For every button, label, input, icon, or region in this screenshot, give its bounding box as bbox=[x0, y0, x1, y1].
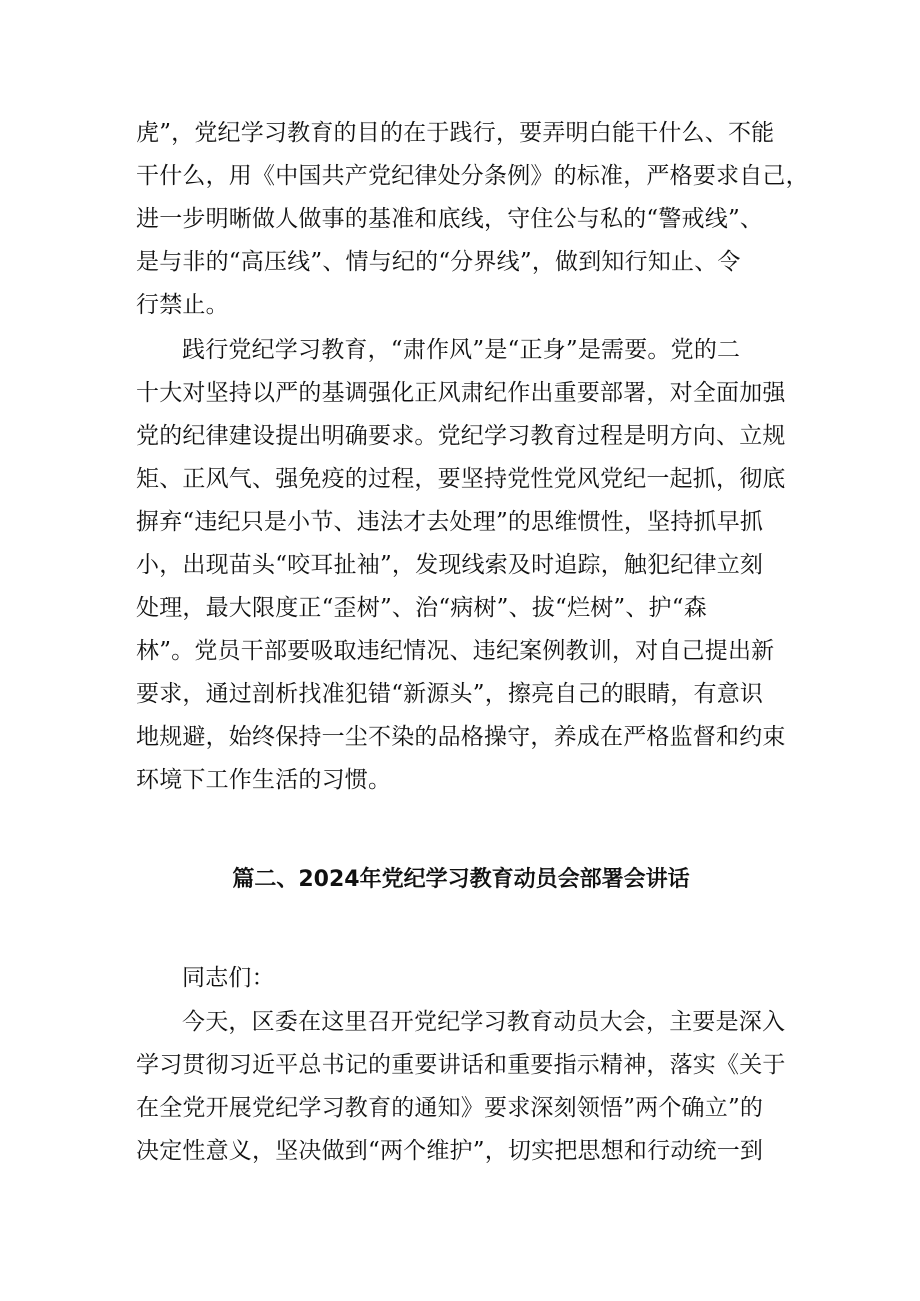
text-line: 干什么，用《中国共产党纪律处分条例》的标准，严格要求自己， bbox=[136, 163, 809, 189]
text-line: 今天，区委在这里召开党纪学习教育动员大会，主要是深入 bbox=[182, 1009, 786, 1035]
paragraph-1 bbox=[136, 112, 809, 327]
text-line: 学习贯彻习近平总书记的重要讲话和重要指示精神，落实《关于 bbox=[136, 1052, 786, 1078]
text-line: 处理，最大限度正“歪树”、治“病树”、拔“烂树”、护“森 bbox=[136, 595, 707, 621]
text-line: 进一步明晰做人做事的基准和底线，守住公与私的“警戒线”、 bbox=[136, 206, 764, 232]
text-line: 决定性意义，坚决做到“两个维护”，切实把思想和行动统一到 bbox=[136, 1138, 764, 1164]
paragraph-2 bbox=[136, 329, 786, 802]
text-line: 十大对坚持以严的基调强化正风肃纪作出重要部署，对全面加强 bbox=[136, 380, 786, 406]
text-line: 党的纪律建设提出明确要求。党纪学习教育过程是明方向、立规 bbox=[136, 423, 786, 449]
section-heading: 篇二、2024年党纪学习教育动员会部署会讲话 bbox=[232, 867, 690, 892]
text-line: 小，出现苗头“咬耳扯袖”，发现线索及时追踪，触犯纪律立刻 bbox=[136, 552, 764, 578]
salutation bbox=[136, 957, 786, 1000]
text-line: 虎”，党纪学习教育的目的在于践行，要弄明白能干什么、不能 bbox=[136, 120, 775, 146]
text-line: 践行党纪学习教育，“肃作风”是“正身”是需要。党的二 bbox=[182, 337, 741, 363]
text-line: 矩、正风气、强免疫的过程，要坚持党性党风党纪一起抓，彻底 bbox=[136, 466, 786, 492]
text-line: 要求，通过剖析找准犯错“新源头”，擦亮自己的眼睛，有意识 bbox=[136, 681, 764, 707]
text-line: 环境下工作生活的习惯。 bbox=[136, 767, 392, 793]
text-line: 行禁止。 bbox=[136, 292, 229, 318]
text-line: 是与非的“高压线”、情与纪的“分界线”，做到知行知止、令 bbox=[136, 249, 741, 275]
text-line: 地规避，始终保持一尘不染的品格操守，养成在严格监督和约束 bbox=[136, 724, 786, 750]
text-line: 林”。党员干部要吸取违纪情况、违纪案例教训，对自己提出新 bbox=[136, 638, 775, 664]
text-line: 摒弃“违纪只是小节、违法才去处理”的思维惯性，坚持抓早抓 bbox=[136, 509, 764, 535]
paragraph-3 bbox=[136, 1001, 786, 1173]
salutation-text: 同志们： bbox=[182, 965, 275, 991]
text-line: 在全党开展党纪学习教育的通知》要求深刻领悟”两个确立”的 bbox=[136, 1095, 764, 1121]
